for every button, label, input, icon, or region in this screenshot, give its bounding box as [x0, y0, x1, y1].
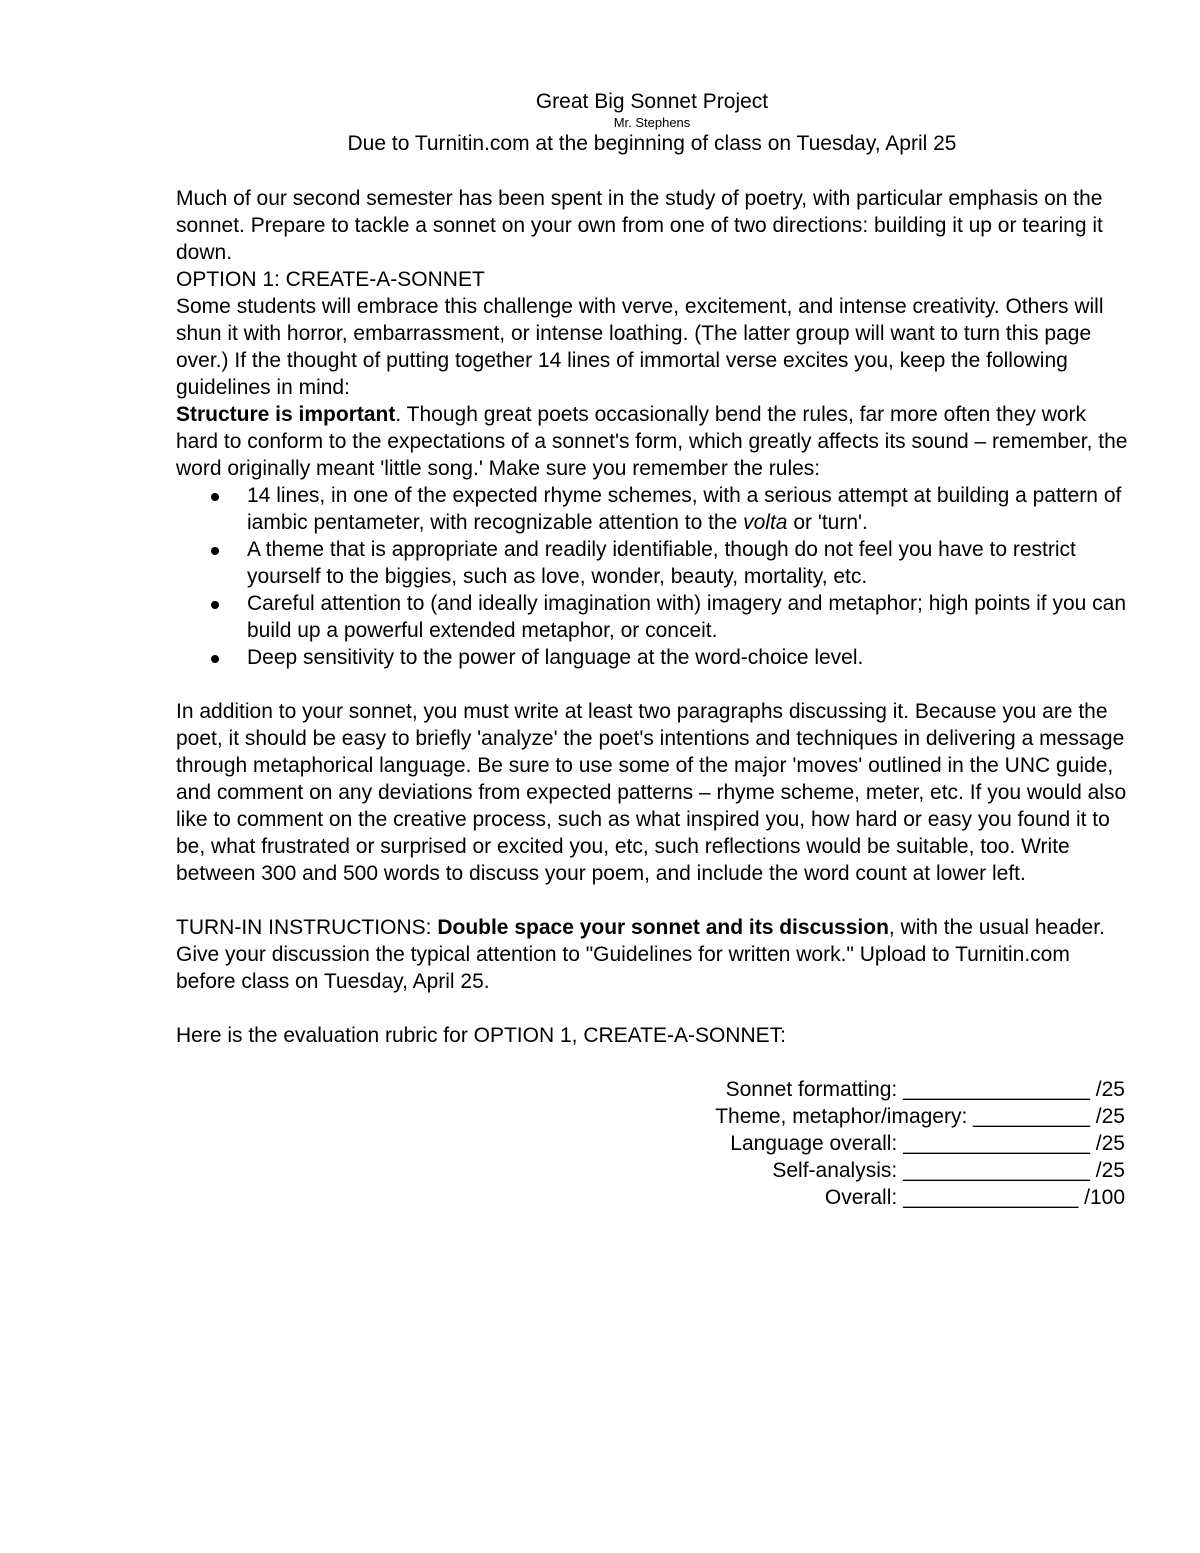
list-item: Careful attention to (and ideally imagination with) imagery and metaphor; high points if you can build up a powerful extended metaphor, or conceit.: [247, 590, 1128, 644]
volta-italic: volta: [743, 511, 788, 534]
turnin-paragraph: [176, 914, 1128, 995]
rubric-row-language: Language overall: ________________ /25: [730, 1132, 1125, 1155]
list-item: 14 lines, in one of the expected rhyme schemes, with a serious attempt at building a pattern of iambic pentameter, with recognizable attention to the volta or 'turn'.: [247, 482, 1128, 536]
option1-heading: OPTION 1: CREATE-A-SONNET: [176, 268, 485, 291]
structure-bold-text: Structure is important: [176, 403, 396, 426]
bullet-icon: [211, 493, 219, 501]
turnin-bold-text: Double space your sonnet and its discussion: [437, 916, 889, 939]
score-blank: _______________: [903, 1186, 1079, 1209]
score-blank: __________: [973, 1105, 1090, 1128]
rubric-row-self-analysis: Self-analysis: ________________ /25: [772, 1159, 1125, 1182]
option1-paragraph: Some students will embrace this challenge with verve, excitement, and intense creativity. Others will shun it with horror, embarrassment, or intense loathing. (The latter group will want to turn this page over.) If the thought of putting together 14 lines of immortal verse excites you, keep the following guidelines in mind:: [176, 295, 1104, 399]
author-name: Mr. Stephens: [613, 115, 691, 130]
structure-paragraph: [176, 401, 1128, 482]
structure-text: . Though great poets occasionally bend the rules, far more often they work hard to conform to the expectations of a sonnet's form, which greatly affects its sound – remember, the word originally meant 'little song.' Make sure you remember the rules:: [176, 403, 1128, 480]
rubric-row-sonnet-formatting: Sonnet formatting: ________________ /25: [725, 1078, 1125, 1101]
rubric-row-theme: Theme, metaphor/imagery: __________ /25: [715, 1105, 1125, 1128]
bullet-icon: [211, 547, 219, 555]
bullet-icon: [211, 655, 219, 663]
rubric-intro: Here is the evaluation rubric for OPTION 1, CREATE-A-SONNET:: [176, 1024, 786, 1047]
turnin-text: , with the usual header. Give your discussion the typical attention to "Guidelines for written work." Upload to Turnitin.com before class on Tuesday, April 25.: [176, 916, 1105, 993]
score-blank: ________________: [903, 1132, 1090, 1155]
score-blank: ________________: [903, 1078, 1090, 1101]
document-title: Great Big Sonnet Project: [535, 90, 769, 113]
intro-paragraph: Much of our second semester has been spent in the study of poetry, with particular emphasis on the sonnet. Prepare to tackle a sonnet on your own from one of two directions: building it up or tearing it down.: [176, 187, 1103, 264]
discussion-paragraph: In addition to your sonnet, you must write at least two paragraphs discussing it. Because you are the poet, it should be easy to briefly 'analyze' the poet's intentions and techniques in delivering a message through metaphorical language. Be sure to use some of the major 'moves' outlined in the UNC guide, and comment on any deviations from expected patterns – rhyme scheme, meter, etc. If you would also like to comment on the creative process, such as what inspired you, how hard or easy you found it to be, what frustrated or surprised or excited you, etc, such reflections would be suitable, too. Write between 300 and 500 words to discuss your poem, and include the word count at lower left.: [176, 700, 1127, 885]
rubric-row-overall: Overall: _______________ /100: [824, 1186, 1125, 1209]
due-date-line: Due to Turnitin.com at the beginning of class on Tuesday, April 25: [347, 132, 957, 155]
document-page: [176, 88, 1128, 1211]
list-item: A theme that is appropriate and readily identifiable, though do not feel you have to restrict yourself to the biggies, such as love, wonder, beauty, mortality, etc.: [247, 536, 1128, 590]
list-item: Deep sensitivity to the power of language at the word-choice level.: [247, 644, 1128, 671]
rules-list: [176, 482, 1128, 671]
turnin-label: TURN-IN INSTRUCTIONS:: [176, 916, 438, 939]
rubric-table: [176, 1076, 1128, 1211]
score-blank: ________________: [903, 1159, 1090, 1182]
bullet-icon: [211, 601, 219, 609]
